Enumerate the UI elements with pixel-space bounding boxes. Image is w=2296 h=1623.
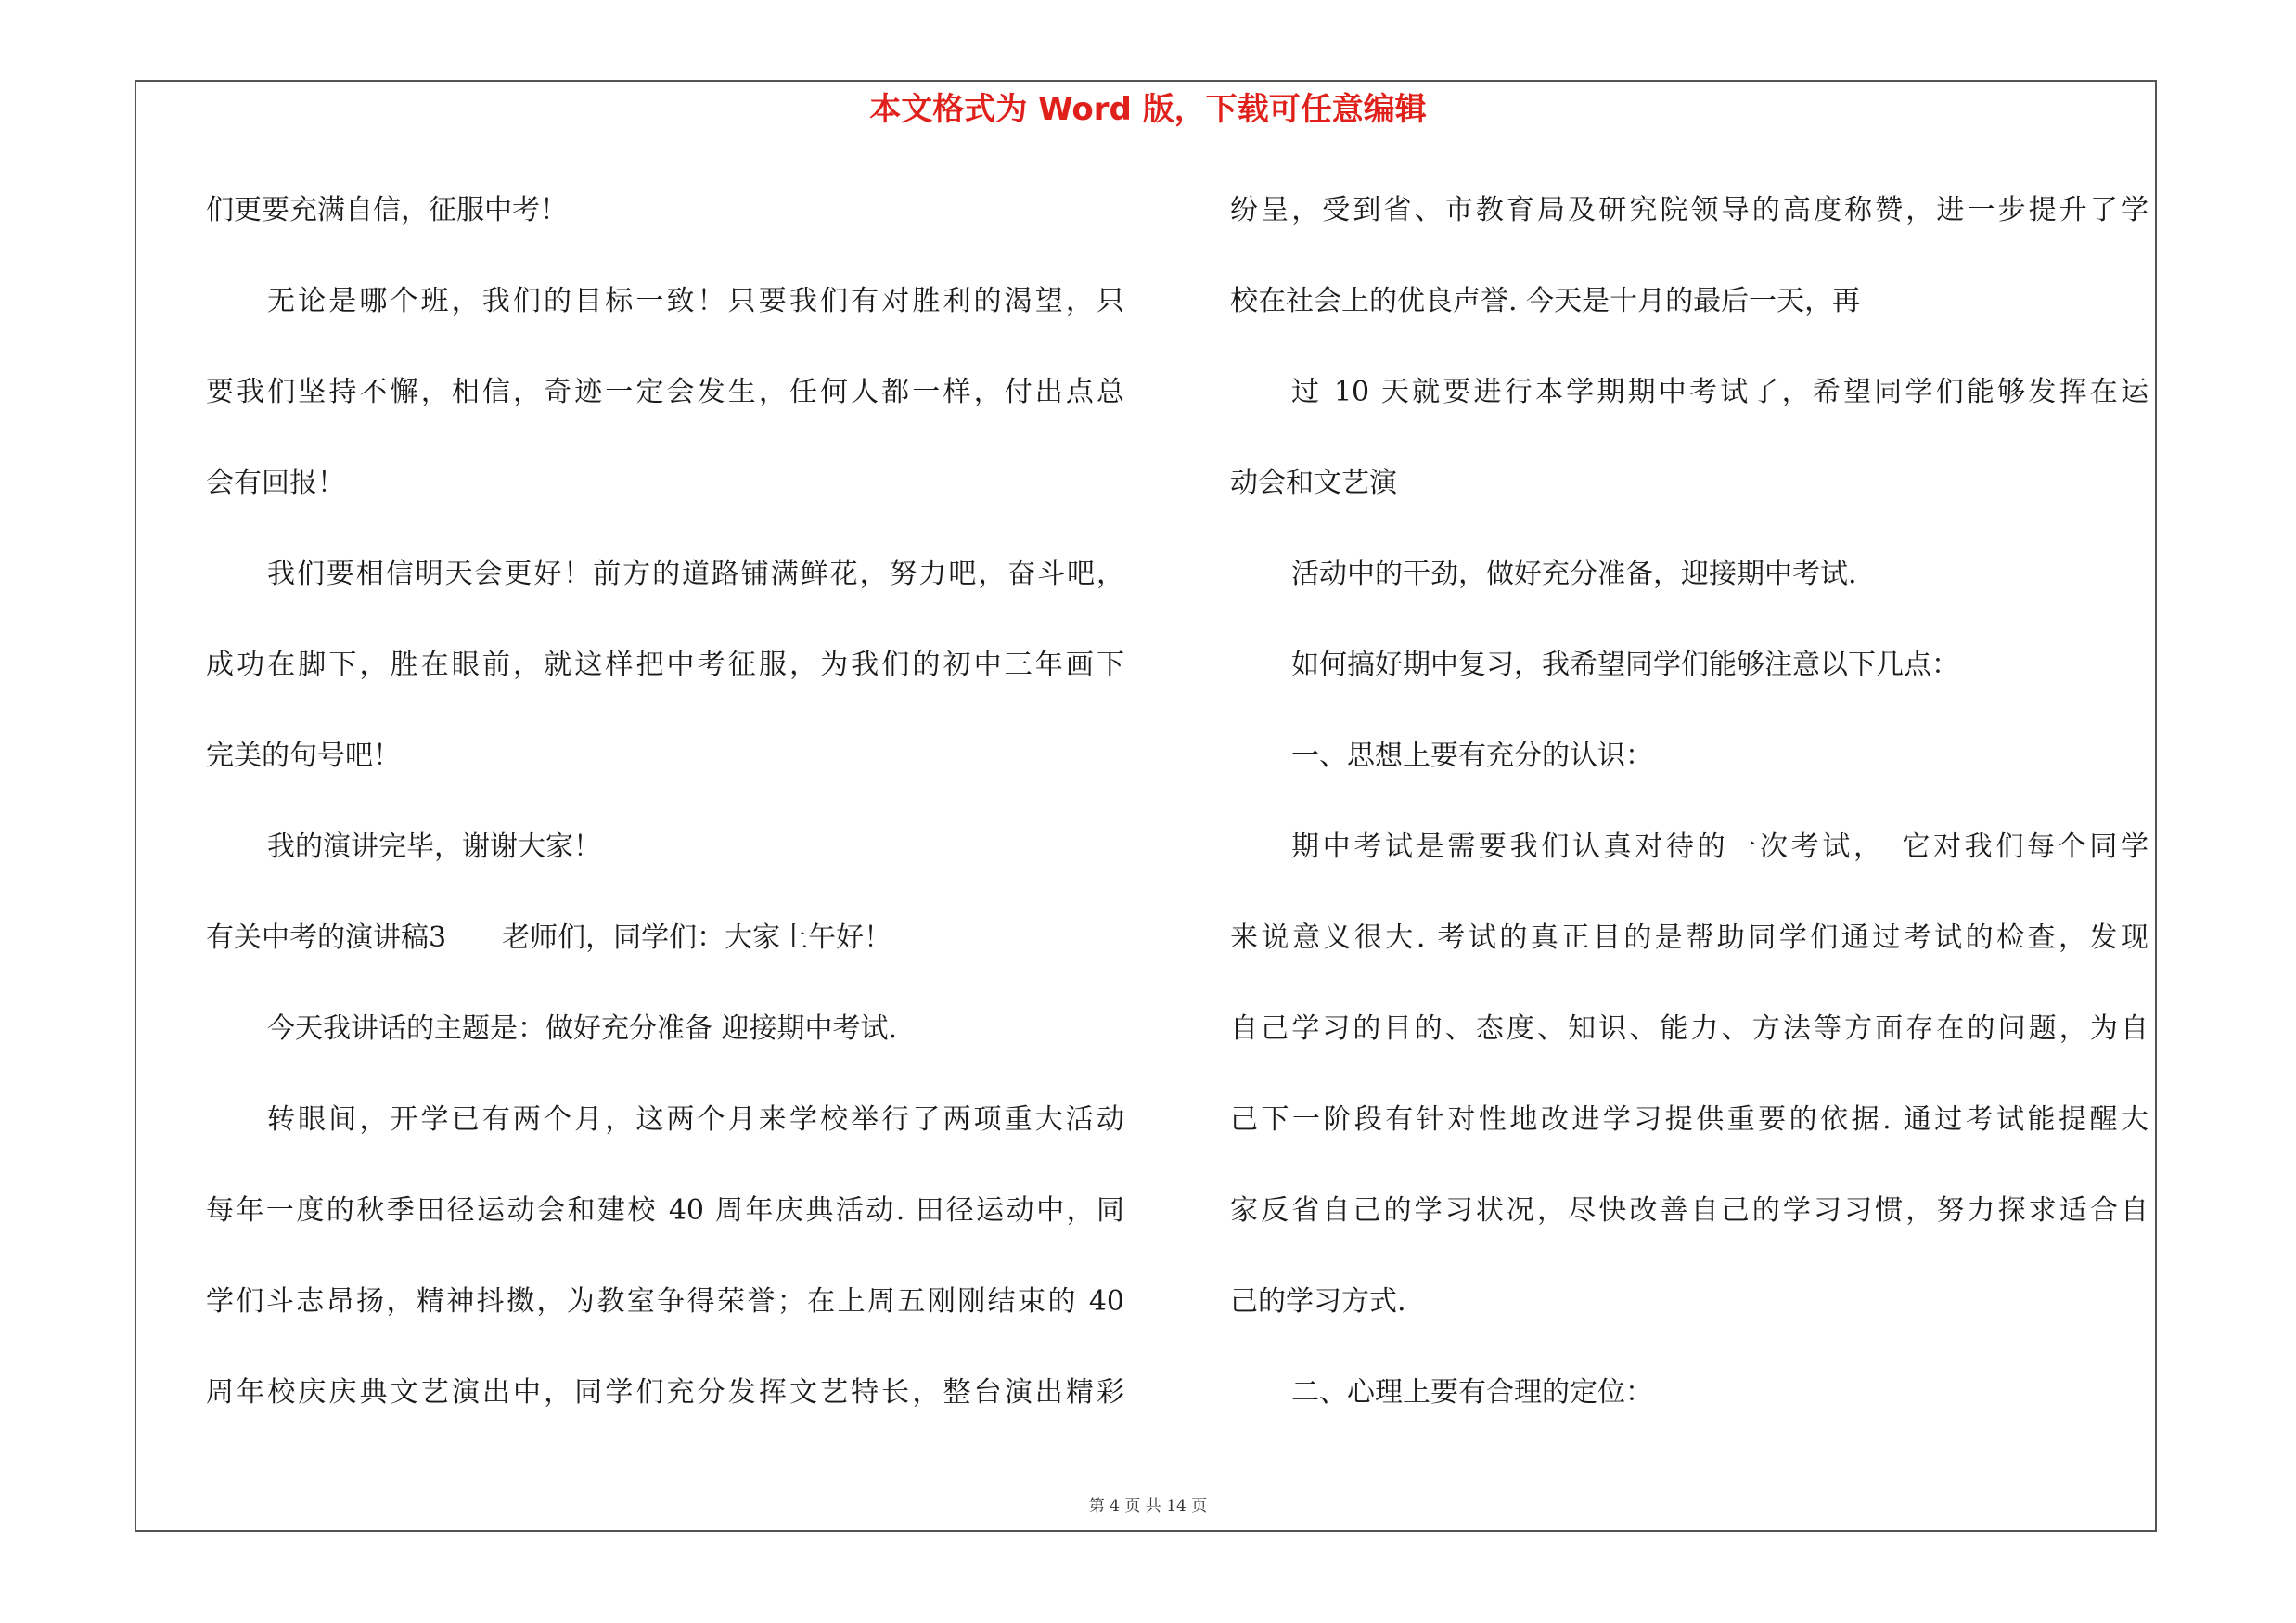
text-line: 成功在脚下，胜在眼前，就这样把中考征服，为我们的初中三年画下 [206,649,1124,681]
text-line: 自己学习的目的、态度、知识、能力、方法等方面存在的问题，为自 [1230,1012,2148,1045]
text-line: 今天我讲话的主题是：做好充分准备 迎接期中考试. [267,1012,898,1045]
text-line: 校在社会上的优良声誉. 今天是十月的最后一天，再 [1230,285,1861,317]
text-line: 无论是哪个班，我们的目标一致！只要我们有对胜利的渴望，只 [267,285,1124,317]
text-line: 有关中考的演讲稿3 老师们，同学们：大家上午好！ [206,921,892,954]
text-line: 纷呈，受到省、市教育局及研究院领导的高度称赞，进一步提升了学 [1230,194,2148,226]
text-line: 来说意义很大. 考试的真正目的是帮助同学们通过考试的检查，发现 [1230,921,2148,954]
text-line: 己的学习方式. [1230,1285,1406,1318]
text-line: 完美的句号吧！ [206,740,401,772]
text-line: 每年一度的秋季田径运动会和建校 40 周年庆典活动. 田径运动中，同 [206,1194,1124,1227]
text-line: 如何搞好期中复习，我希望同学们能够注意以下几点： [1291,649,1959,681]
text-line: 会有回报！ [206,467,345,499]
text-line: 二、心理上要有合理的定位： [1291,1376,1653,1409]
text-line: 周年校庆庆典文艺演出中，同学们充分发挥文艺特长，整台演出精彩 [206,1376,1124,1409]
text-line: 过 10 天就要进行本学期期中考试了，希望同学们能够发挥在运 [1291,376,2148,408]
text-line: 期中考试是需要我们认真对待的一次考试， 它对我们每个同学 [1291,831,2148,863]
text-line: 我的演讲完毕，谢谢大家！ [267,831,601,863]
page-number-footer: 第 4 页 共 14 页 [1088,1497,1208,1515]
text-line: 学们斗志昂扬，精神抖擞，为教室争得荣誉；在上周五刚刚结束的 40 [206,1285,1124,1318]
text-line: 我们要相信明天会更好！前方的道路铺满鲜花，努力吧，奋斗吧， [267,558,1124,590]
text-line: 一、思想上要有充分的认识： [1291,740,1653,772]
text-line: 们更要充满自信，征服中考！ [206,194,568,226]
word-format-banner: 本文格式为 Word 版，下载可任意编辑 [869,91,1427,128]
text-line: 要我们坚持不懈，相信，奇迹一定会发生，任何人都一样，付出点总 [206,376,1124,408]
right-text-column [1230,183,2148,1456]
left-text-column [206,183,1124,1456]
text-line: 动会和文艺演 [1230,467,1397,499]
text-line: 己下一阶段有针对性地改进学习提供重要的依据. 通过考试能提醒大 [1230,1103,2148,1136]
text-line: 转眼间，开学已有两个月，这两个月来学校举行了两项重大活动 [267,1103,1124,1136]
text-line: 活动中的干劲，做好充分准备，迎接期中考试. [1291,558,1857,590]
text-line: 家反省自己的学习状况，尽快改善自己的学习习惯，努力探求适合自 [1230,1194,2148,1227]
